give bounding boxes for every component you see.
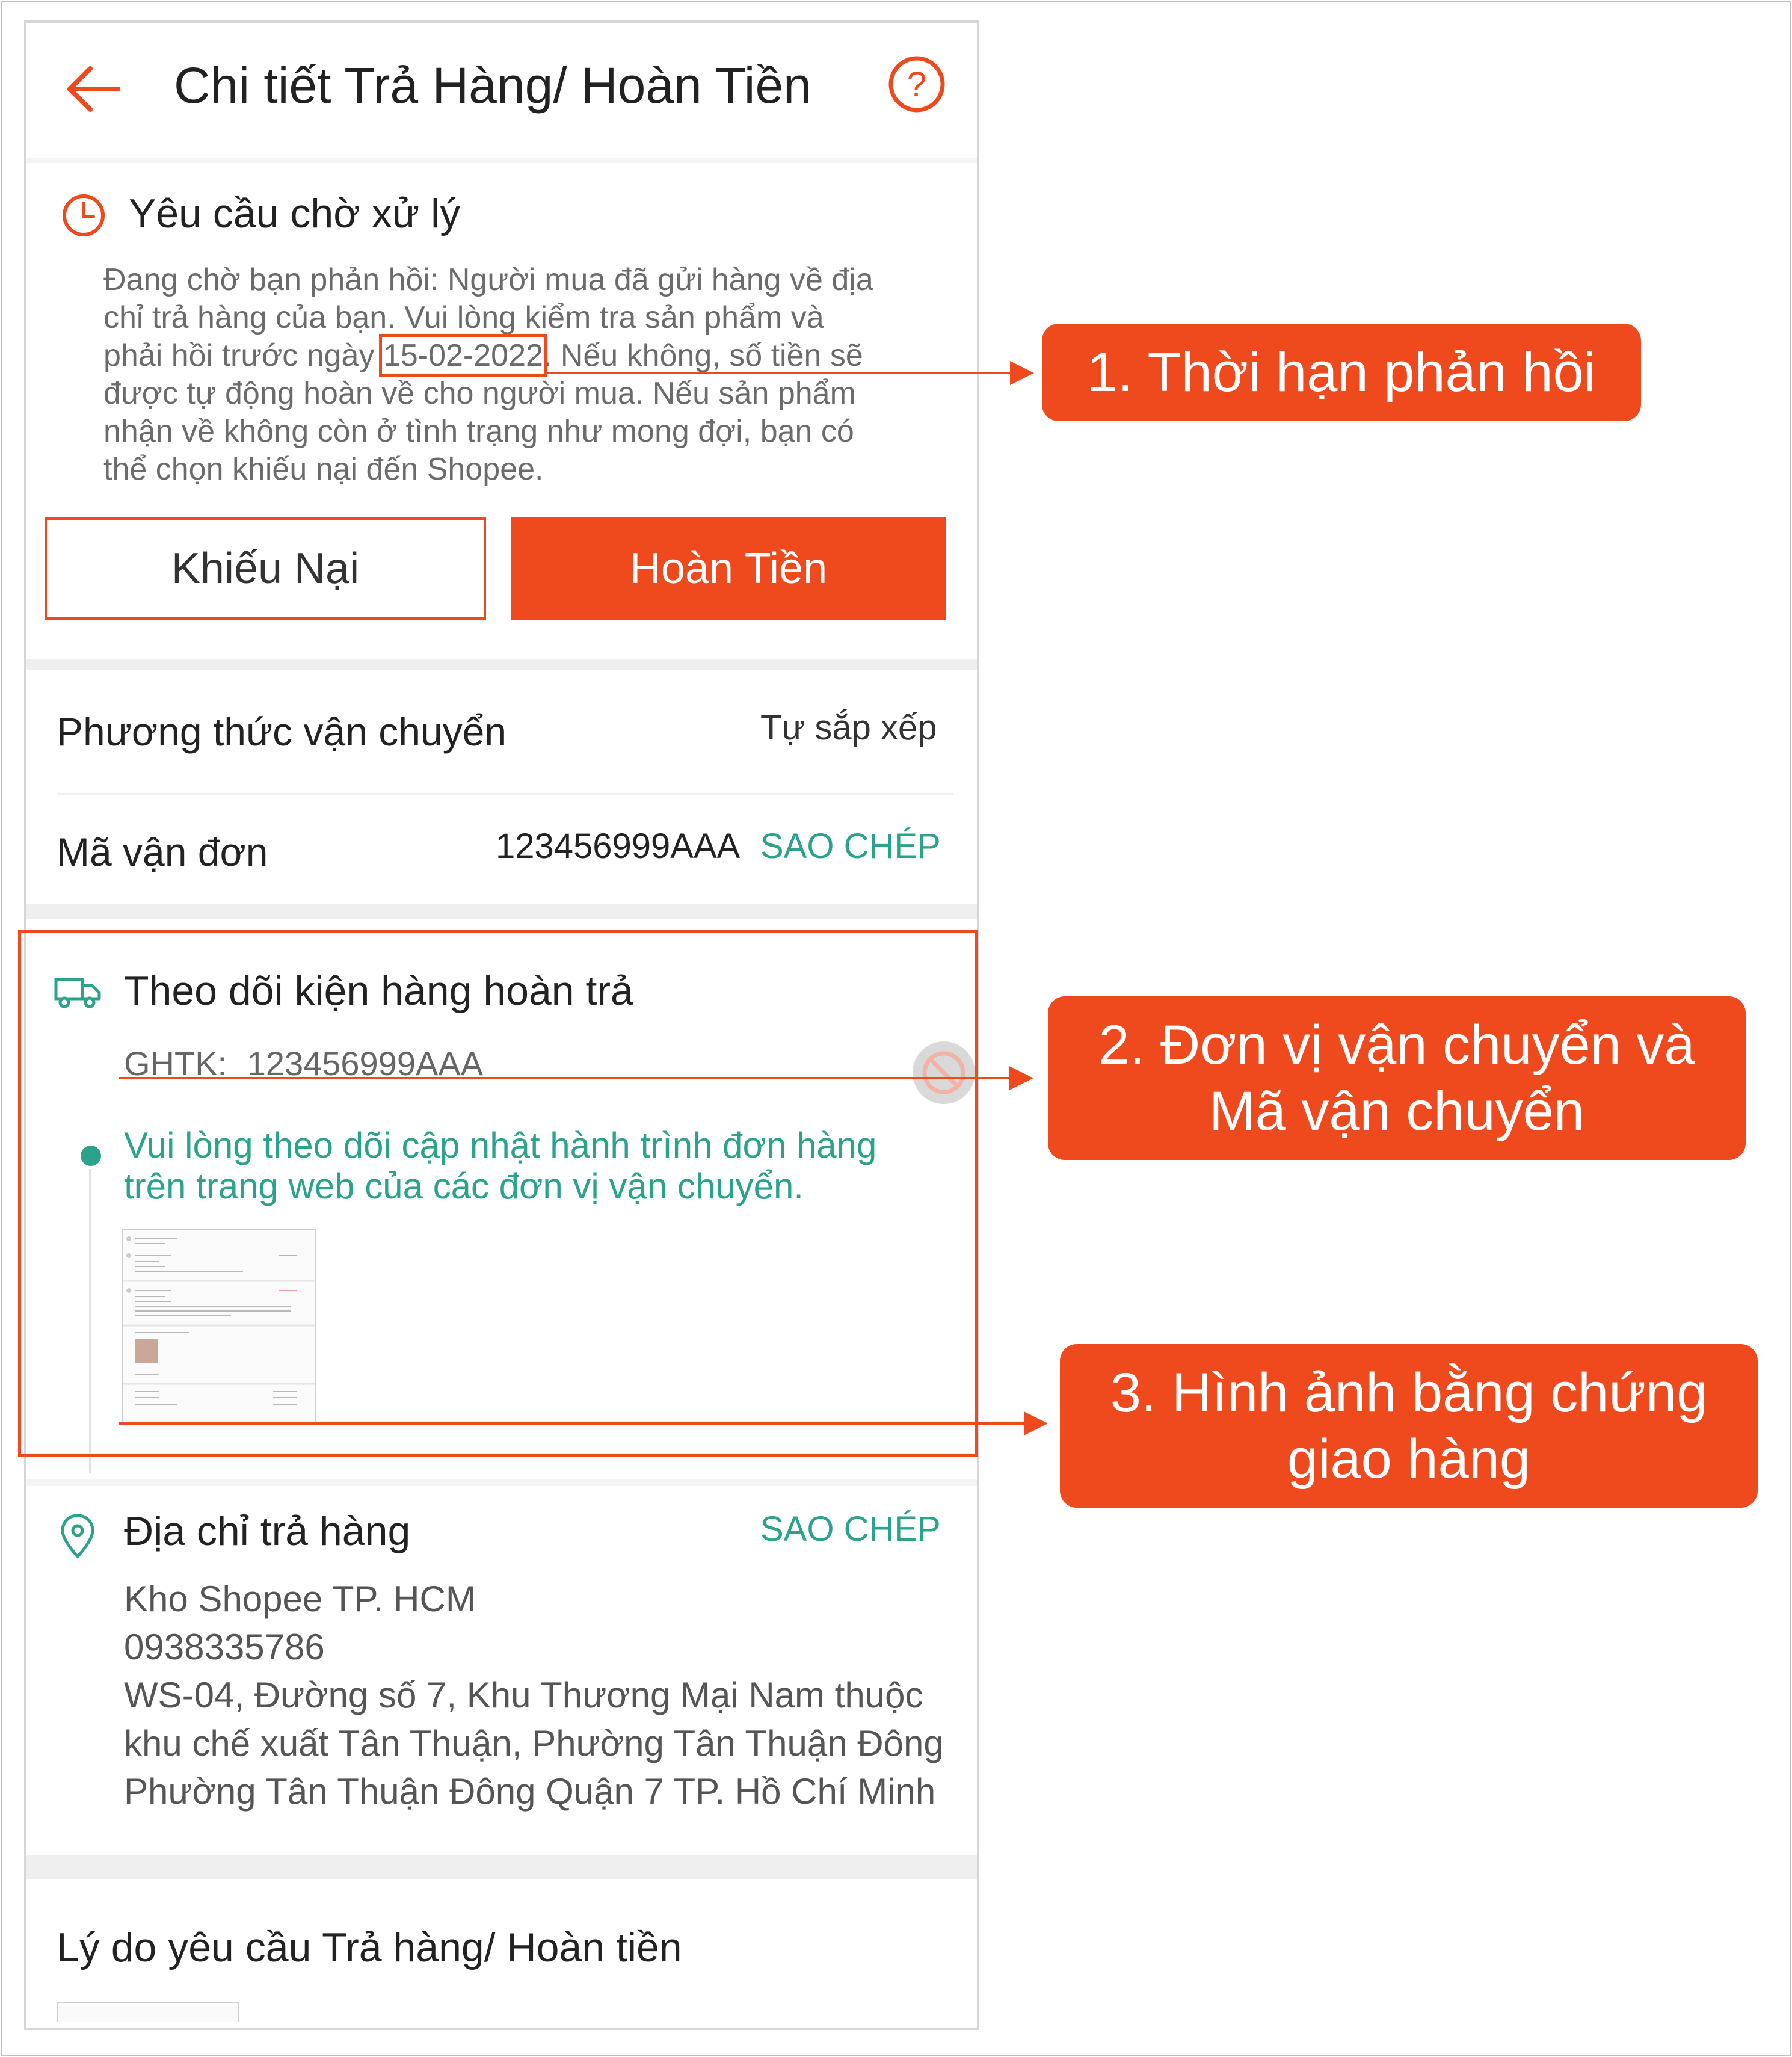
callout-text: Mã vận chuyển xyxy=(1209,1081,1584,1142)
address-line: khu chế xuất Tân Thuận, Phường Tân Thuận Đông xyxy=(124,1723,944,1763)
address-title: Địa chỉ trả hàng xyxy=(124,1508,411,1554)
tracking-note-line: Vui lòng theo dõi cập nhật hành trình đơn hàng xyxy=(124,1125,877,1165)
address-line: Kho Shopee TP. HCM xyxy=(124,1579,476,1619)
callout-text: giao hàng xyxy=(1287,1428,1531,1490)
status-line: chỉ trả hàng của bạn. Vui lòng kiểm tra sản phẩm và xyxy=(103,300,824,335)
status-line: nhận về không còn ở tình trạng như mong đợi, bạn có xyxy=(103,414,854,449)
tracking-title: Theo dõi kiện hàng hoàn trả xyxy=(124,968,633,1014)
address-line: 0938335786 xyxy=(124,1627,325,1667)
carrier-code: 123456999AAA xyxy=(247,1044,484,1082)
tracking-label: Mã vận đơn xyxy=(57,830,268,874)
callout-text: 3. Hình ảnh bằng chứng xyxy=(1110,1362,1708,1423)
tracking-note-line: trên trang web của các đơn vị vận chuyển. xyxy=(124,1166,804,1206)
callout-response-deadline xyxy=(1042,324,1641,421)
address-line: WS-04, Đường số 7, Khu Thương Mại Nam thuộc xyxy=(124,1675,923,1715)
svg-text:?: ? xyxy=(907,65,927,104)
callout-text: 1. Thời hạn phản hồi xyxy=(1086,342,1596,403)
status-line-prefix: phải hồi trước ngày xyxy=(103,338,383,373)
status-line: được tự động hoàn về cho người mua. Nếu sản phẩm xyxy=(103,376,856,411)
page-title: Chi tiết Trả Hàng/ Hoàn Tiền xyxy=(174,57,811,114)
address-line: Phường Tân Thuận Đông Quận 7 TP. Hồ Chí Minh xyxy=(124,1771,936,1812)
reason-title: Lý do yêu cầu Trả hàng/ Hoàn tiền xyxy=(57,1925,682,1970)
status-title: Yêu cầu chờ xử lý xyxy=(129,191,461,236)
shipping-method-label: Phương thức vận chuyển xyxy=(57,709,507,754)
copy-address-button[interactable]: SAO CHÉP xyxy=(760,1510,941,1549)
carrier-name: GHTK: xyxy=(124,1044,227,1082)
callout-carrier-code xyxy=(1048,996,1746,1160)
tracking-value: 123456999AAA xyxy=(496,827,741,866)
status-line-suffix: . Nếu không, số tiền sẽ xyxy=(543,338,863,373)
callout-text: 2. Đơn vị vận chuyển và xyxy=(1098,1014,1695,1076)
status-line: Đang chờ bạn phản hồi: Người mua đã gửi hàng về địa xyxy=(103,262,873,297)
callout-delivery-proof xyxy=(1060,1344,1758,1508)
deadline-date: 15-02-2022 xyxy=(383,338,543,373)
refund-button[interactable]: Hoàn Tiền xyxy=(511,517,946,620)
shipping-method-value: Tự sắp xếp xyxy=(760,708,937,747)
status-line: thể chọn khiếu nại đến Shopee. xyxy=(103,452,544,487)
copy-tracking-button[interactable]: SAO CHÉP xyxy=(760,827,941,866)
complain-button[interactable]: Khiếu Nại xyxy=(45,517,486,620)
